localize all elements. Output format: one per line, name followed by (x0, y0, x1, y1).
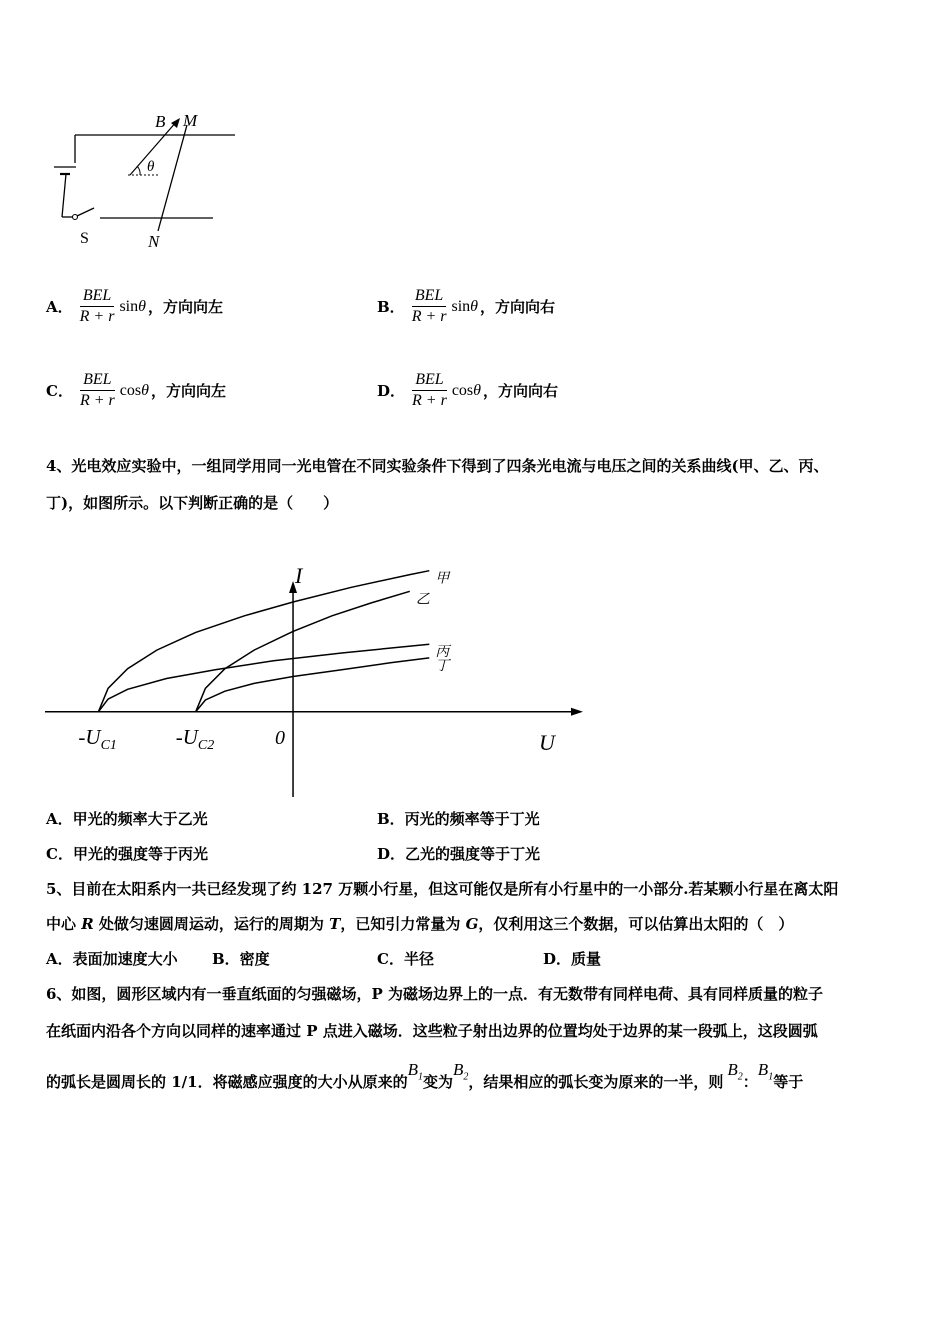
label-theta: θ (147, 159, 155, 175)
series-label: 丙 (435, 644, 450, 661)
trig-function (452, 382, 481, 400)
trig-angle: θ (138, 297, 146, 315)
option-letter: A． (46, 298, 73, 316)
q5-var-g: G (465, 915, 479, 933)
x-tick-label-main: -U (78, 724, 101, 749)
label-s: S (80, 230, 89, 247)
q5-option-b[interactable]: B．密度 (212, 950, 270, 968)
option-direction: ，方向向左 (150, 382, 226, 400)
iv-chart (40, 555, 585, 800)
q4-stem-line1: 4、光电效应实验中，一组同学用同一光电管在不同实验条件下得到了四条光电流与电压之间的关系曲线(甲、乙、丙、 (46, 457, 829, 475)
q5-option-c[interactable]: C．半径 (377, 950, 434, 968)
q6-stem-line2: 在纸面内沿各个方向以同样的速率通过 P 点进入磁场．这些粒子射出边界的位置均处于边界的某一段弧上，这段圆弧 (46, 1022, 818, 1040)
trig-function (451, 298, 478, 316)
q5-text-b: 处做匀速圆周运动，运行的周期为 (93, 915, 330, 933)
trig-angle: θ (473, 381, 481, 399)
q5-text-a: 中心 (46, 915, 82, 933)
fraction (409, 286, 450, 327)
fraction-numerator: BEL (412, 370, 446, 391)
q4-stem-line2: 丁)，如图所示。以下判断正确的是（ ） (46, 494, 339, 512)
q5-var-t: T (329, 915, 341, 933)
q5-text-d: ，仅利用这三个数据，可以估算出太阳的（ ） (478, 915, 794, 933)
q5-text-c: ，已知引力常量为 (340, 915, 466, 933)
q4-option-c[interactable]: C．甲光的强度等于丙光 (46, 845, 208, 863)
b2-subscript: 2 (463, 1071, 469, 1083)
fraction-denominator: R + r (79, 308, 115, 325)
q3-option-d[interactable] (377, 370, 558, 411)
fraction (409, 370, 450, 411)
q5-stem-line2 (46, 913, 793, 934)
y-axis-label: I (295, 563, 303, 588)
q6-text-d: 等于 (773, 1073, 804, 1092)
b1-letter: B (407, 1060, 418, 1079)
series-curve (196, 591, 410, 712)
q5-stem-line1: 5、目前在太阳系内一共已经发现了约 127 万颗小行星，但这可能仅是所有小行星中的一小部分.若某颗小行星在离太阳 (46, 880, 839, 898)
symbol-b1 (408, 1060, 423, 1082)
series-label: 丁 (435, 657, 450, 674)
trig-angle: θ (470, 297, 479, 315)
b2-letter: B (452, 1060, 464, 1079)
trig-name: cos (451, 381, 474, 399)
series-curve (98, 571, 429, 712)
label-n: N (148, 232, 160, 251)
q6-stem-line1: 6、如图，圆形区域内有一垂直纸面的匀强磁场，P 为磁场边界上的一点．有无数带有同样电荷、具有同样质量的粒子 (46, 985, 823, 1003)
option-letter: D． (377, 382, 406, 400)
q6-text-a: 的弧长是圆周长的 1/1．将磁感应强度的大小从原来的 (46, 1073, 408, 1092)
switch-blade (77, 208, 94, 216)
b2-letter: B (727, 1060, 738, 1079)
x-tick-label-main: -U (175, 724, 198, 749)
trig-function (119, 298, 146, 316)
b1-subscript: 1 (768, 1071, 774, 1083)
option-direction: ，方向向右 (480, 298, 556, 316)
fraction-denominator: R + r (412, 392, 447, 409)
option-direction: ，方向向右 (483, 382, 559, 400)
label-b: B (155, 112, 166, 131)
x-tick-label (176, 725, 215, 753)
series-curve (196, 658, 430, 712)
option-letter: C． (46, 382, 73, 400)
q6-text-b: 变为 (422, 1073, 453, 1092)
fraction-numerator: BEL (80, 286, 114, 307)
x-tick-label (78, 725, 117, 753)
angle-arc (137, 166, 140, 175)
q6-colon: ： (742, 1073, 758, 1092)
symbol-b2-ratio (727, 1060, 742, 1082)
series-curve (98, 644, 429, 712)
q4-option-d[interactable]: D．乙光的强度等于丁光 (377, 845, 541, 863)
trig-name: sin (451, 297, 471, 315)
rod-mn (158, 125, 187, 231)
left-wire-mid (62, 174, 66, 217)
b1-letter: B (757, 1060, 769, 1079)
trig-function (120, 382, 149, 400)
fraction (77, 370, 118, 411)
x-axis-label: U (539, 729, 555, 755)
q6-stem-line3 (46, 1060, 804, 1092)
option-letter: B． (377, 298, 405, 316)
q6-text-c: ，结果相应的弧长变为原来的一半，则 (468, 1073, 724, 1092)
b1-subscript: 1 (417, 1071, 423, 1083)
q5-option-a[interactable]: A．表面加速度大小 (46, 950, 178, 968)
q3-option-c[interactable] (46, 370, 226, 411)
trig-name: cos (119, 381, 142, 399)
switch-contact (73, 215, 78, 220)
label-m: M (183, 111, 198, 130)
x-tick-label-sub: C1 (100, 737, 117, 753)
q3-option-a[interactable] (46, 286, 223, 327)
q4-option-a[interactable]: A．甲光的频率大于乙光 (46, 810, 208, 828)
x-tick-label-sub: C2 (197, 737, 215, 753)
origin-label: 0 (275, 726, 286, 749)
circuit-diagram (40, 105, 250, 255)
trig-name: sin (119, 297, 139, 315)
q5-var-r: R (81, 915, 94, 933)
fraction-numerator: BEL (412, 286, 446, 307)
series-label: 甲 (435, 570, 450, 587)
option-direction: ，方向向左 (147, 298, 223, 316)
fraction-denominator: R + r (411, 308, 447, 325)
fraction-denominator: R + r (79, 392, 115, 409)
fraction (77, 286, 118, 327)
symbol-b2 (453, 1060, 468, 1082)
trig-angle: θ (141, 381, 149, 399)
x-axis-arrow (571, 708, 583, 716)
b2-subscript: 2 (737, 1071, 743, 1083)
q5-option-d[interactable]: D．质量 (543, 950, 602, 968)
q3-option-b[interactable] (377, 286, 555, 327)
fraction-numerator: BEL (80, 370, 114, 391)
series-label: 乙 (415, 591, 430, 608)
symbol-b1-ratio (758, 1060, 773, 1082)
q4-option-b[interactable]: B．丙光的频率等于丁光 (377, 810, 540, 828)
